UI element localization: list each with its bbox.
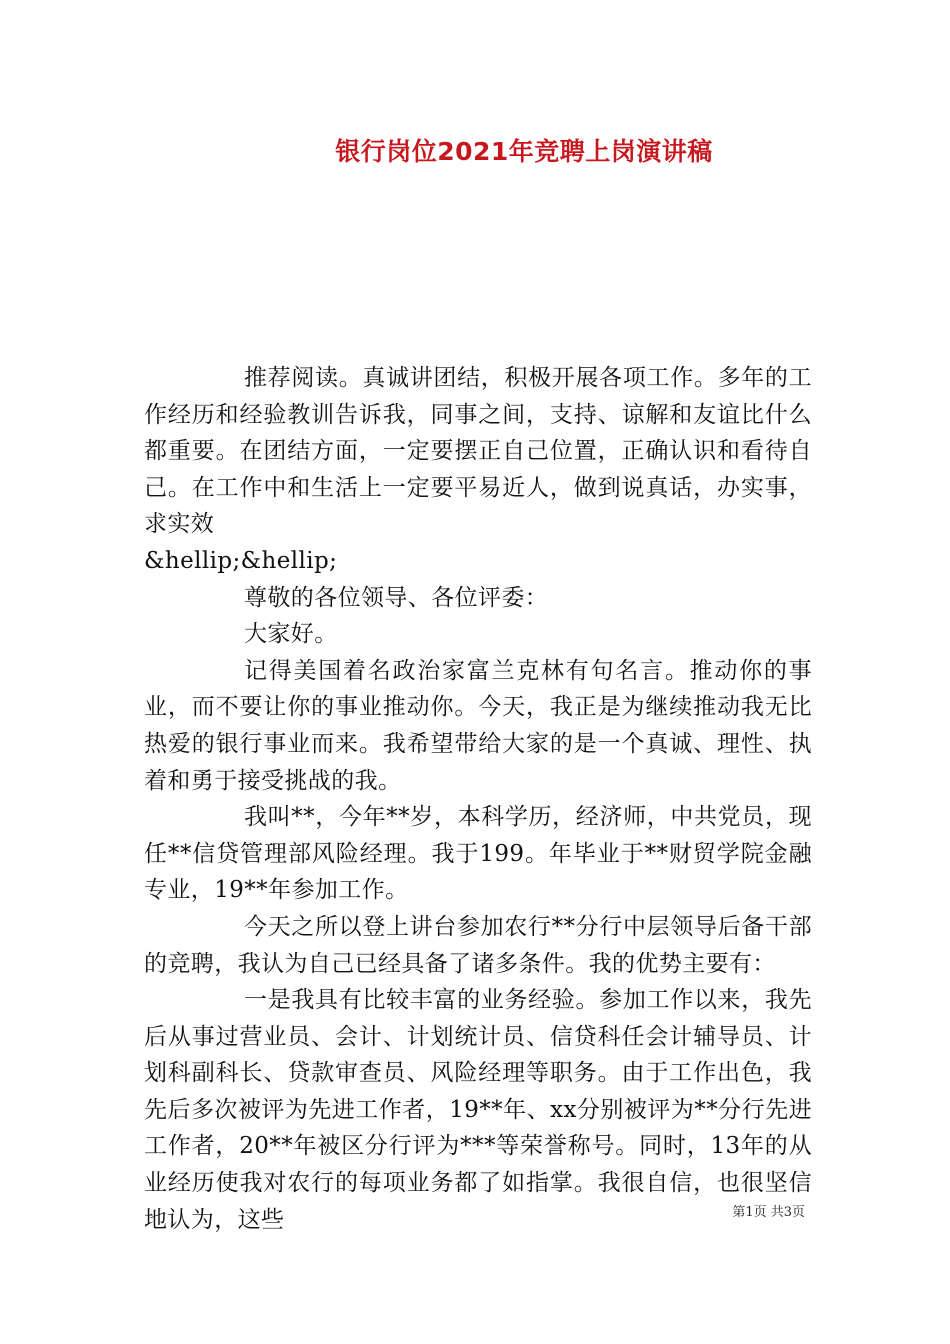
paragraph-ellipsis: &hellip;&hellip; — [144, 547, 338, 574]
document-body — [144, 360, 812, 1238]
paragraph-self-intro: 我叫**，今年**岁，本科学历，经济师，中共党员，现任**信贷管理部风险经理。我于199。年毕业于**财贸学院金融专业，19**年参加工作。 — [144, 804, 812, 904]
paragraph-recommend: 推荐阅读。真诚讲团结，积极开展各项工作。多年的工作经历和经验教训告诉我，同事之间，支持、谅解和友谊比什么都重要。在团结方面，一定要摆正自己位置，正确认识和看待自己。在工作中和生活上一定要平易近人，做到说真话，办实事，求实效 — [144, 365, 812, 538]
paragraph-salutation: 尊敬的各位领导、各位评委： — [244, 584, 549, 611]
paragraph-franklin: 记得美国着名政治家富兰克林有句名言。推动你的事业，而不要让你的事业推动你。今天，我正是为继续推动我无比热爱的银行事业而来。我希望带给大家的是一个真诚、理性、执着和勇于接受挑战的我。 — [144, 657, 812, 794]
paragraph-experience: 一是我具有比较丰富的业务经验。参加工作以来，我先后从事过营业员、会计、计划统计员、信贷科任会计辅导员、计划科副科长、贷款审查员、风险经理等职务。由于工作出色，我先后多次被评为先进工作者，19**年、xx分别被评为**分行先进工作者，20**年被区分行评为***等荣誉称号。同时，13年的从业经历使我对农行的每项业务都了如指掌。我很自信，也很坚信地认为，这些 — [144, 987, 812, 1233]
paragraph-greeting: 大家好。 — [244, 621, 338, 648]
document-title: 银行岗位2021年竞聘上岗演讲稿 — [335, 137, 713, 166]
page-number-footer: 第1页 共3页 — [732, 1205, 805, 1220]
paragraph-reason: 今天之所以登上讲台参加农行**分行中层领导后备干部的竞聘，我认为自己已经具备了诸多条件。我的优势主要有： — [144, 913, 812, 977]
